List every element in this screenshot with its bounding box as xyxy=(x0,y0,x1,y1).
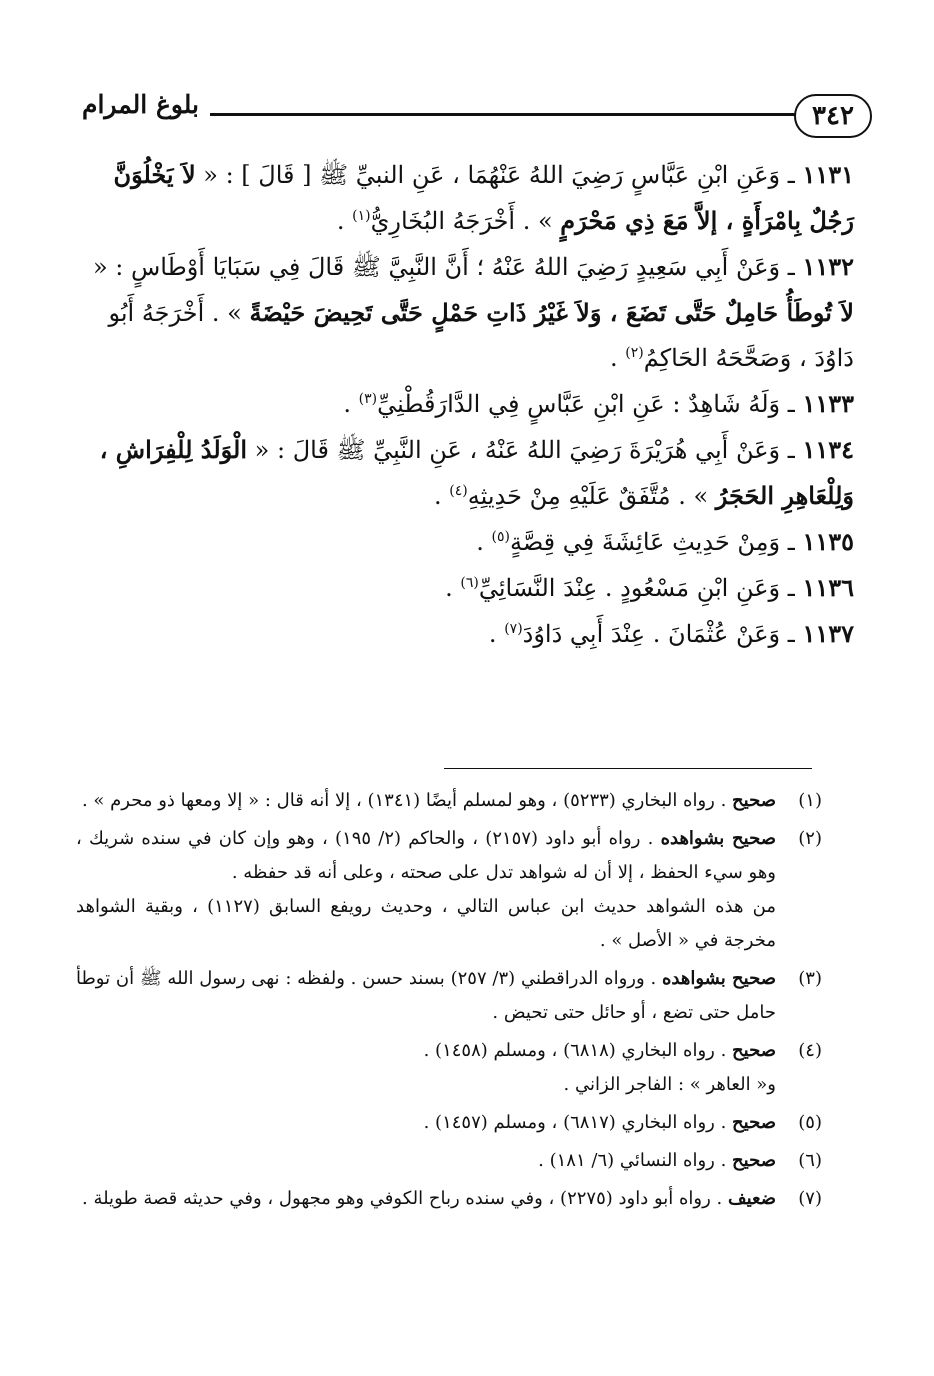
footnote-ref: (٦) xyxy=(460,575,479,591)
footnote-grade: صحيح xyxy=(732,1040,776,1061)
hadith-number: ١١٣٦ xyxy=(802,573,854,602)
hadith-matn: لاَ يَخْلُوَنَّ رَجُلٌ بِامْرَأَةٍ ، إلاَّ مَعَ ذِي مَحْرَمٍ xyxy=(113,160,854,235)
footnote-text: . رواه البخاري (٥٢٣٣) ، وهو لمسلم أيضًا (١٣٤١) ، إلا أنه قال : « إلا ومعها ذو محرم » . xyxy=(81,790,733,811)
footnote-grade: صحيح بشواهده xyxy=(660,828,776,849)
hadith-1136 xyxy=(80,565,854,611)
hadith-intro: ـ وَعَنْ أَبِي هُرَيْرَةَ رَضِيَ اللهُ عَنْهُ ، عَنِ النَّبِيِّ ﷺ قَالَ : « xyxy=(247,436,795,464)
hadith-number: ١١٣٤ xyxy=(802,435,854,464)
hadith-number: ١١٣٧ xyxy=(802,619,854,648)
hadith-tail: . xyxy=(609,344,626,372)
hadith-intro: ـ وَمِنْ حَدِيثِ عَائِشَةَ فِي قِصَّةٍ xyxy=(510,528,795,556)
book-title: بلوغ المرام xyxy=(82,90,200,119)
footnote-number: (٥) xyxy=(798,1112,822,1133)
hadith-tail: . xyxy=(343,390,359,418)
footnote-ref: (٣) xyxy=(358,391,378,407)
footnote-1 xyxy=(76,784,822,818)
hadith-outro: » . مُتَّفَقٌ عَلَيْهِ مِنْ حَدِيثِهِ xyxy=(467,482,716,510)
footnote-ref: (١) xyxy=(352,208,371,224)
hadith-number: ١١٣١ xyxy=(802,160,854,189)
hadith-tail: . xyxy=(434,482,450,510)
header-rule xyxy=(210,113,796,116)
footnote-grade: صحيح xyxy=(732,790,776,811)
hadith-1132 xyxy=(80,244,854,381)
footnote-7 xyxy=(76,1182,822,1216)
hadith-intro: ـ وَعَنْ عُثْمَانَ . عِنْدَ أَبِي دَاوُدَ xyxy=(522,620,795,648)
hadith-matn: لاَ تُوطَأُ حَامِلٌ حَتَّى تَضَعَ ، وَلاَ غَيْرُ ذَاتِ حَمْلٍ حَتَّى تَحِيضَ حَيْضَةً xyxy=(249,298,854,327)
footnote-text: . رواه أبو داود (٢٢٧٥) ، وفي سنده رباح الكوفي وهو مجهول ، وفي حديثه قصة طويلة . xyxy=(82,1188,728,1209)
hadith-intro: ـ وَعَنْ أَبِي سَعِيدٍ رَضِيَ اللهُ عَنْهُ ؛ أَنَّ النَّبِيَّ ﷺ قَالَ فِي سَبَايَا أَوْطَاسٍ : « xyxy=(92,253,795,281)
footnote-grade: ضعيف xyxy=(727,1188,776,1209)
footnote-grade: صحيح xyxy=(732,1150,776,1171)
footnote-grade: صحيح بشواهده xyxy=(661,968,777,989)
hadith-intro: ـ وَعَنِ ابْنِ عَبَّاسٍ رَضِيَ اللهُ عَنْهُمَا ، عَنِ النبيِّ ﷺ [ قَالَ ] : « xyxy=(195,161,795,189)
hadith-1133 xyxy=(80,381,854,427)
hadith-outro: » . أَخْرَجَهُ البُخَارِيُّ xyxy=(370,207,561,235)
footnote-number: (٦) xyxy=(798,1150,822,1171)
footnote-number: (٤) xyxy=(798,1040,822,1061)
footnote-ref: (٥) xyxy=(491,529,510,545)
footnote-5 xyxy=(76,1106,822,1140)
footnote-ref: (٧) xyxy=(504,621,523,637)
footnote-number: (٧) xyxy=(798,1188,822,1209)
hadith-matn: الْوَلَدُ لِلْفِرَاشِ ، وَلِلْعَاهِرِ الحَجَرُ xyxy=(99,435,854,510)
footnote-4 xyxy=(76,1034,822,1102)
footnote-text: . رواه النسائي (٦/ ١٨١) . xyxy=(538,1150,733,1171)
footnote-number: (١) xyxy=(798,790,822,811)
hadith-tail: . xyxy=(488,620,505,648)
footnote-3 xyxy=(76,962,822,1030)
page-header xyxy=(70,84,884,144)
hadith-1134 xyxy=(80,427,854,519)
page-number: ٣٤٢ xyxy=(794,94,872,138)
hadith-intro: ـ وَعَنِ ابْنِ مَسْعُودٍ . عِنْدَ النَّسَائِيِّ xyxy=(478,574,795,602)
footnote-text: . رواه البخاري (٦٨١٧) ، ومسلم (١٤٥٧) . xyxy=(423,1112,733,1133)
footnote-text: . رواه أبو داود (٢١٥٧) ، والحاكم (٢/ ١٩٥) ، وهو وإن كان في سنده شريك ، وهو سيء الحفظ ، إلا أن له شواهد تدل على صحته ، وعلى أنه قد حفظه . xyxy=(76,828,776,883)
hadith-text xyxy=(80,152,854,657)
footnote-separator xyxy=(444,768,812,769)
hadith-intro: ـ وَلَهُ شَاهِدٌ : عَنِ ابْنِ عَبَّاسٍ فِي الدَّارَقُطْنِيِّ xyxy=(377,390,795,418)
footnote-text: . رواه البخاري (٦٨١٨) ، ومسلم (١٤٥٨) . xyxy=(423,1040,733,1061)
footnote-number: (٢) xyxy=(798,828,822,849)
footnote-ref: (٤) xyxy=(449,483,468,499)
footnote-6 xyxy=(76,1144,822,1178)
hadith-1137 xyxy=(80,611,854,657)
footnote-grade: صحيح xyxy=(732,1112,776,1133)
hadith-tail: . xyxy=(445,574,461,602)
footnote-extra: و« العاهر » : الفاجر الزاني . xyxy=(563,1074,776,1095)
hadith-number: ١١٣٣ xyxy=(802,389,854,418)
hadith-number: ١١٣٥ xyxy=(802,527,854,556)
hadith-tail: . xyxy=(476,528,492,556)
footnote-text: . ورواه الدراقطني (٣/ ٢٥٧) بسند حسن . ولفظه : نهى رسول الله ﷺ أن توطأ حامل حتى تضع ، أو حائل حتى تحيض . xyxy=(76,968,776,1023)
footnote-ref: (٢) xyxy=(625,345,644,361)
footnotes xyxy=(76,784,822,1220)
hadith-outro: » . أَخْرَجَهُ أَبُو دَاوُدَ ، وَصَحَّحَهُ الحَاكِمُ xyxy=(108,299,854,372)
footnote-extra: من هذه الشواهد حديث ابن عباس التالي ، وحديث رويفع السابق (١١٢٧) ، وبقية الشواهد مخرجة في « الأصل » . xyxy=(76,896,777,951)
hadith-1135 xyxy=(80,519,854,565)
hadith-tail: . xyxy=(336,207,353,235)
hadith-number: ١١٣٢ xyxy=(802,252,854,281)
hadith-1131 xyxy=(80,152,854,244)
footnote-number: (٣) xyxy=(798,968,822,989)
footnote-2 xyxy=(76,822,822,958)
